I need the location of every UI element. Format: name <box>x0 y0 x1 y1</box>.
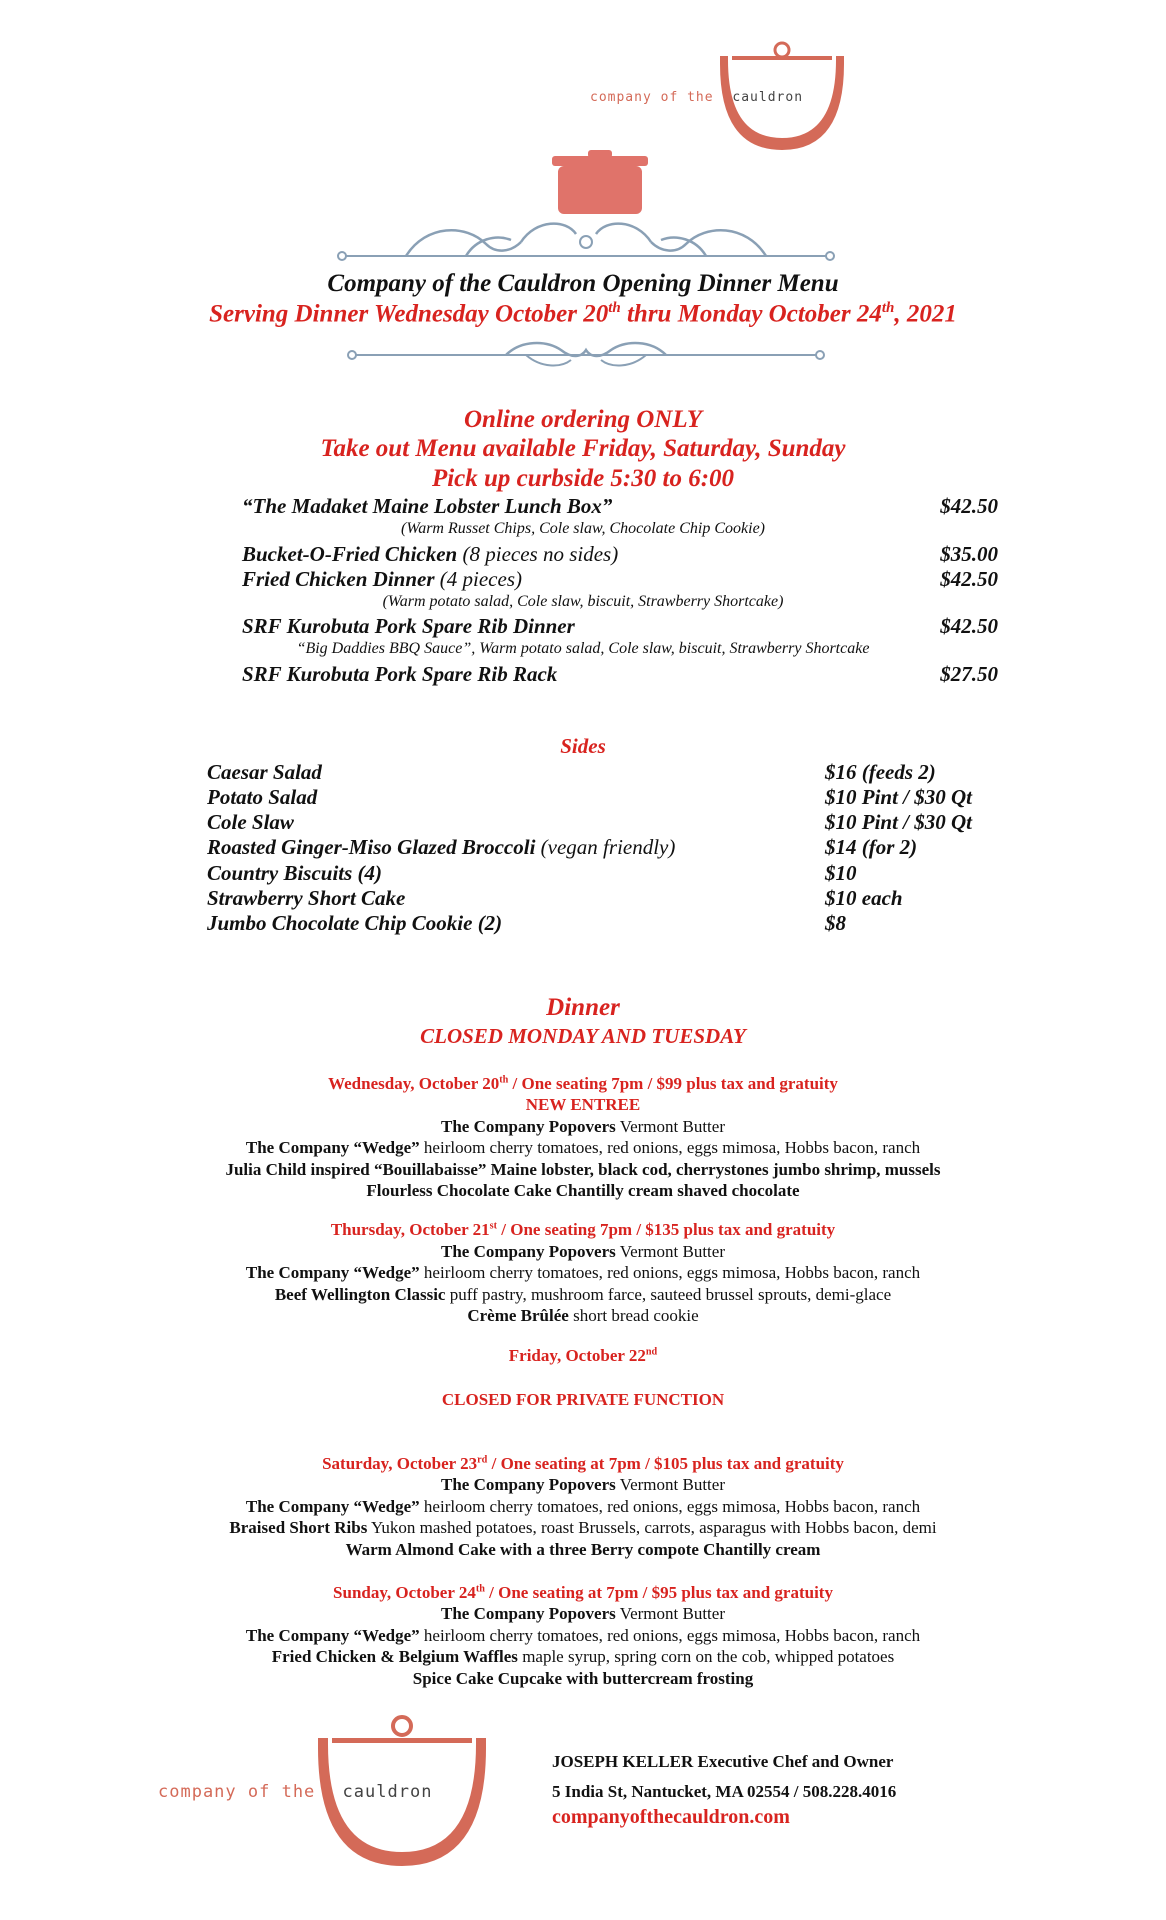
course-name: Flourless Chocolate Cake Chantilly cream shaved chocolate <box>366 1181 800 1200</box>
item-description: (Warm potato salad, Cole slaw, biscuit, Strawberry Shortcake) <box>382 593 784 610</box>
side-price: $10 Pint / $30 Qt <box>825 810 973 834</box>
day-details: / One seating 7pm / $99 plus tax and gratuity <box>508 1074 838 1093</box>
course-desc: Vermont Butter <box>615 1242 725 1261</box>
course-name: Beef Wellington Classic <box>274 1285 446 1304</box>
course-desc: heirloom cherry tomatoes, red onions, eggs mimosa, Hobbs bacon, ranch <box>419 1138 921 1157</box>
course-name: Fried Chicken & Belgium Waffles <box>271 1647 518 1666</box>
course-name: The Company Popovers <box>441 1117 616 1136</box>
online-ordering-heading: Online ordering ONLY <box>464 406 702 433</box>
course-line <box>0 1285 1166 1305</box>
course-name: The Company Popovers <box>441 1475 616 1494</box>
day-details: / One seating at 7pm / $105 plus tax and gratuity <box>487 1454 844 1473</box>
course-line <box>0 1117 1166 1137</box>
logo-text-company: company of the <box>590 90 714 105</box>
side-note: (vegan friendly) <box>535 835 676 859</box>
course-desc: Vermont Butter <box>615 1604 725 1623</box>
course-line <box>0 1518 1166 1538</box>
course-desc: Vermont Butter <box>615 1475 725 1494</box>
course-line <box>0 1306 1166 1326</box>
course-line <box>0 1263 1166 1283</box>
subtitle-part: , 2021 <box>894 300 957 328</box>
course-line <box>0 1626 1166 1646</box>
side-price: $16 (feeds 2) <box>825 760 936 784</box>
day-date: Thursday, October 21 <box>330 1220 490 1239</box>
day-date: Friday, October 22 <box>508 1346 646 1365</box>
day-date: Saturday, October 23 <box>322 1454 478 1473</box>
ornament-bottom-icon <box>346 338 826 372</box>
closed-days: CLOSED MONDAY AND TUESDAY <box>420 1024 746 1048</box>
course-line <box>0 1497 1166 1517</box>
item-note: (8 pieces no sides) <box>457 542 619 566</box>
item-price: $27.50 <box>940 662 998 686</box>
item-price: $42.50 <box>940 567 998 591</box>
course-line <box>0 1540 1166 1560</box>
pickup-time: Pick up curbside 5:30 to 6:00 <box>431 465 735 492</box>
new-entree-label: NEW ENTREE <box>525 1095 641 1114</box>
course-line <box>0 1604 1166 1624</box>
course-name: Julia Child inspired “Bouillabaisse” Maine lobster, black cod, cherrystones jumbo shrimp, mussels <box>225 1160 941 1179</box>
side-name: Potato Salad <box>207 785 318 809</box>
side-item <box>207 886 1007 912</box>
subtitle-part: thru Monday October 24 <box>620 300 882 328</box>
website-link[interactable]: companyofthecauldron.com <box>552 1806 790 1828</box>
course-line <box>0 1160 1166 1180</box>
side-item <box>207 785 1007 811</box>
course-name: The Company Popovers <box>441 1604 616 1623</box>
side-name: Country Biscuits (4) <box>207 861 383 885</box>
day-details: / One seating 7pm / $135 plus tax and gratuity <box>497 1220 836 1239</box>
side-price: $14 (for 2) <box>825 835 918 859</box>
side-price: $8 <box>825 911 846 935</box>
day-sup: rd <box>477 1454 488 1466</box>
ornament-top-icon <box>336 214 836 270</box>
pot-icon <box>550 150 650 216</box>
menu-subtitle <box>0 300 1166 328</box>
friday-heading <box>0 1346 1166 1366</box>
course-line <box>0 1647 1166 1667</box>
takeout-availability: Take out Menu available Friday, Saturday, Sunday <box>320 435 846 462</box>
item-name: Bucket-O-Fried Chicken <box>242 542 458 566</box>
side-item <box>207 760 1007 786</box>
thursday-heading <box>0 1220 1166 1240</box>
item-name: Fried Chicken Dinner <box>242 567 435 591</box>
course-desc: maple syrup, spring corn on the cob, whipped potatoes <box>517 1647 895 1666</box>
item-description: “Big Daddies BBQ Sauce”, Warm potato salad, Cole slaw, biscuit, Strawberry Shortcake <box>296 640 870 657</box>
logo-text-cauldron: cauldron <box>732 90 804 105</box>
course-name: Spice Cake Cupcake with buttercream frosting <box>412 1669 754 1688</box>
takeout-item <box>242 542 998 567</box>
saturday-heading <box>0 1454 1166 1474</box>
subtitle-part: Serving Dinner Wednesday October 20 <box>209 300 609 328</box>
course-name: Crème Brûlée <box>467 1306 569 1325</box>
day-date: Wednesday, October 20 <box>328 1074 500 1093</box>
course-name: The Company “Wedge” <box>245 1626 420 1645</box>
item-name: SRF Kurobuta Pork Spare Rib Dinner <box>242 614 575 638</box>
sunday-heading <box>0 1583 1166 1603</box>
course-desc: short bread cookie <box>568 1306 699 1325</box>
course-name: Warm Almond Cake with a three Berry compote Chantilly cream <box>345 1540 821 1559</box>
item-note: (4 pieces) <box>434 567 522 591</box>
side-name: Roasted Ginger-Miso Glazed Broccoli <box>207 835 536 859</box>
side-price: $10 Pint / $30 Qt <box>825 785 973 809</box>
item-price: $42.50 <box>940 614 998 638</box>
subtitle-sup: th <box>881 300 895 316</box>
item-price: $42.50 <box>940 494 998 518</box>
course-desc: Vermont Butter <box>615 1117 725 1136</box>
course-desc: heirloom cherry tomatoes, red onions, eggs mimosa, Hobbs bacon, ranch <box>419 1626 921 1645</box>
top-logo <box>560 38 850 158</box>
side-name: Strawberry Short Cake <box>207 886 406 910</box>
takeout-item <box>242 614 998 639</box>
course-line <box>0 1242 1166 1262</box>
side-name: Jumbo Chocolate Chip Cookie (2) <box>207 911 503 935</box>
course-line <box>0 1669 1166 1689</box>
takeout-item <box>242 662 998 687</box>
day-sup: th <box>475 1583 485 1595</box>
course-line <box>0 1181 1166 1201</box>
side-item <box>207 835 1007 861</box>
logo-text-cauldron: cauldron <box>342 1782 433 1802</box>
wednesday-heading <box>0 1074 1166 1094</box>
day-sup: st <box>489 1220 498 1232</box>
course-name: Braised Short Ribs <box>229 1518 368 1537</box>
bottom-logo <box>150 1712 510 1872</box>
day-date: Sunday, October 24 <box>333 1583 476 1602</box>
course-desc: Yukon mashed potatoes, roast Brussels, carrots, asparagus with Hobbs bacon, demi <box>367 1518 937 1537</box>
side-name: Caesar Salad <box>207 760 322 784</box>
day-sup: nd <box>645 1346 658 1358</box>
course-desc: heirloom cherry tomatoes, red onions, eggs mimosa, Hobbs bacon, ranch <box>419 1263 921 1282</box>
side-item <box>207 810 1007 836</box>
course-line <box>0 1138 1166 1158</box>
dinner-heading: Dinner <box>546 994 620 1021</box>
course-desc: puff pastry, mushroom farce, sauteed brussel sprouts, demi-glace <box>445 1285 892 1304</box>
side-price: $10 <box>825 861 857 885</box>
day-details: / One seating at 7pm / $95 plus tax and gratuity <box>484 1583 833 1602</box>
takeout-item <box>242 494 998 519</box>
sides-heading: Sides <box>560 734 606 758</box>
item-price: $35.00 <box>940 542 998 566</box>
item-description: (Warm Russet Chips, Cole slaw, Chocolate Chip Cookie) <box>401 520 765 537</box>
day-sup: th <box>499 1074 509 1086</box>
side-item <box>207 861 1007 887</box>
course-name: The Company “Wedge” <box>245 1263 420 1282</box>
course-name: The Company “Wedge” <box>245 1497 420 1516</box>
item-name: SRF Kurobuta Pork Spare Rib Rack <box>242 662 558 686</box>
course-line <box>0 1475 1166 1495</box>
subtitle-sup: th <box>608 300 621 316</box>
logo-text-company: company of the <box>158 1782 316 1802</box>
private-function-label: CLOSED FOR PRIVATE FUNCTION <box>441 1390 725 1409</box>
course-name: The Company Popovers <box>441 1242 616 1261</box>
item-name: “The Madaket Maine Lobster Lunch Box” <box>242 494 613 518</box>
course-name: The Company “Wedge” <box>245 1138 420 1157</box>
side-item <box>207 911 1007 937</box>
chef-credit: JOSEPH KELLER Executive Chef and Owner <box>552 1752 894 1771</box>
menu-title: Company of the Cauldron Opening Dinner Menu <box>327 270 839 297</box>
takeout-item <box>242 567 998 592</box>
side-name: Cole Slaw <box>207 810 294 834</box>
side-price: $10 each <box>825 886 903 910</box>
course-desc: heirloom cherry tomatoes, red onions, eggs mimosa, Hobbs bacon, ranch <box>419 1497 921 1516</box>
address-phone: 5 India St, Nantucket, MA 02554 / 508.228.4016 <box>552 1782 897 1801</box>
